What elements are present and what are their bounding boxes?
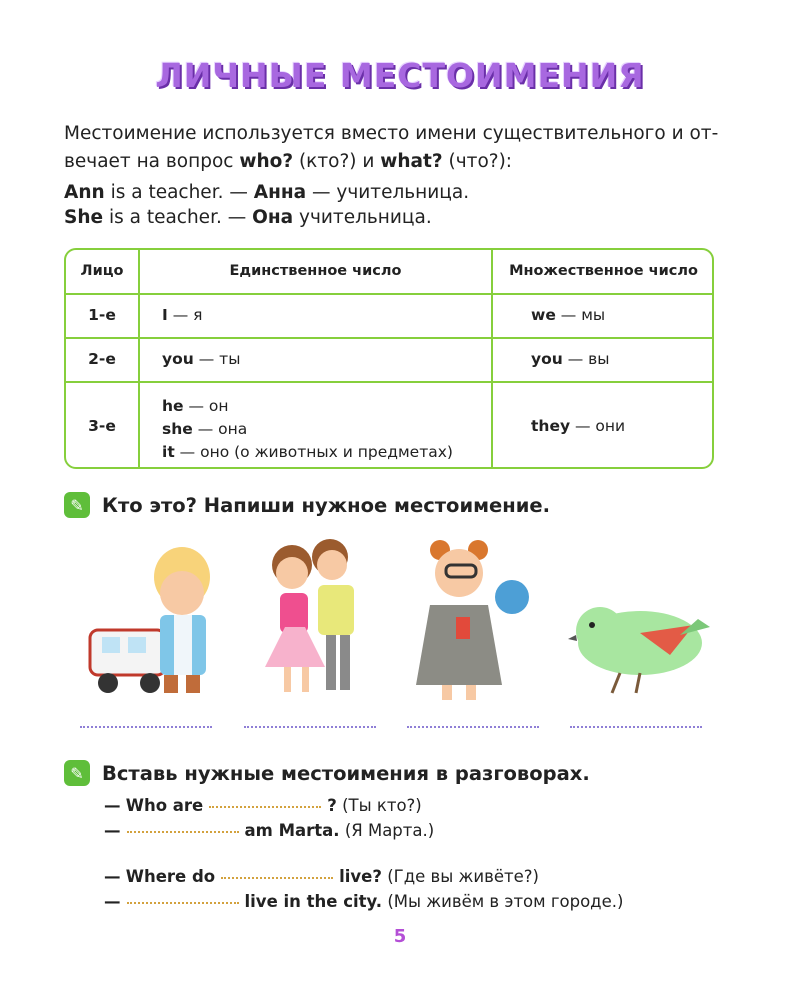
dialog-blank-3[interactable]	[221, 877, 333, 879]
row3-singular: he — он she — она it — оно (о животных и предметах)	[162, 397, 453, 461]
boy-doctor-illustration	[90, 547, 210, 693]
who-word: who?	[239, 151, 294, 172]
dialog-blank-1[interactable]	[209, 806, 321, 808]
task-2-heading: ✎ Вставь нужные местоимения в разговорах.	[64, 760, 590, 786]
row3-plural: they — они	[531, 417, 626, 435]
dialog-line-3: — Where do live? (Где вы живёте?)	[104, 867, 539, 886]
page-title: ЛИЧНЫЕ МЕСТОИМЕНИЯ	[155, 56, 645, 95]
answer-line-1[interactable]	[80, 726, 212, 728]
dialog-line-2: — am Marta. (Я Марта.)	[104, 821, 435, 840]
dialog-line-1: — Who are ? (Ты кто?)	[104, 796, 422, 815]
row2-plural: you — вы	[531, 350, 610, 368]
answer-line-3[interactable]	[407, 726, 539, 728]
header-plural: Множественное число	[509, 263, 698, 279]
dialog-blank-4[interactable]	[127, 902, 239, 904]
example-1: Ann is a teacher. — Анна — учительница.	[64, 182, 470, 203]
row2-person: 2-е	[88, 350, 116, 368]
couple-illustration	[265, 539, 354, 692]
row1-person: 1-е	[88, 306, 116, 324]
header-singular: Единственное число	[229, 263, 402, 279]
page-number: 5	[393, 926, 407, 947]
example-2: She is a teacher. — Она учительница.	[64, 207, 432, 228]
row2-singular: you — ты	[162, 350, 241, 368]
dialog-blank-2[interactable]	[127, 831, 239, 833]
pronoun-table	[64, 248, 714, 469]
answer-line-4[interactable]	[570, 726, 702, 728]
header-person: Лицо	[80, 263, 124, 279]
intro-text	[64, 120, 734, 176]
row1-singular: I — я	[162, 306, 203, 324]
pencil-icon: ✎	[64, 760, 90, 786]
task-1-heading: ✎ Кто это? Напиши нужное местоимение.	[64, 492, 550, 518]
intro-line-1: Местоимение используется вместо имени существительного и от-	[64, 123, 719, 144]
illustrations	[80, 535, 720, 705]
row1-plural: we — мы	[531, 306, 606, 324]
what-word: what?	[380, 151, 443, 172]
answer-line-2[interactable]	[244, 726, 376, 728]
bird-illustration	[568, 607, 710, 693]
dialog-line-4: — live in the city. (Мы живём в этом городе.)	[104, 892, 624, 911]
pencil-icon: ✎	[64, 492, 90, 518]
row3-person: 3-е	[88, 417, 116, 435]
intro-line-2: вечает на вопрос who? (кто?) и what? (что?):	[64, 151, 513, 172]
teacher-illustration	[416, 540, 529, 700]
